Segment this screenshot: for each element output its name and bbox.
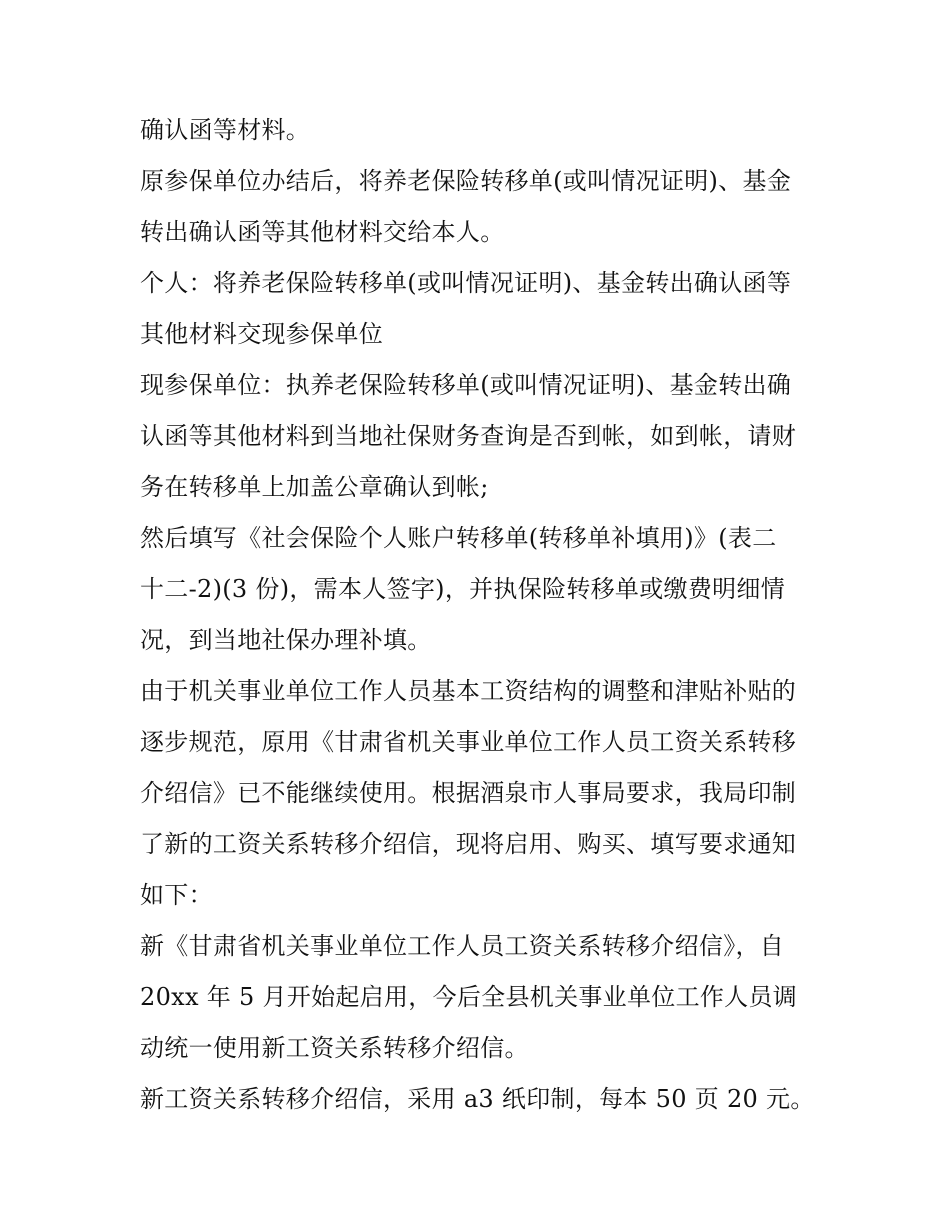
- text-line: 转出确认函等其他材料交给本人。: [140, 218, 505, 246]
- text-line: 况，到当地社保办理补填。: [140, 626, 432, 654]
- text-line: 原参保单位办结后，将养老保险转移单(或叫情况证明)、基金: [140, 167, 792, 195]
- text-line: 现参保单位：执养老保险转移单(或叫情况证明)、基金转出确: [140, 371, 792, 399]
- text-line: 如下：: [140, 881, 213, 909]
- text-line: 其他材料交现参保单位: [140, 320, 383, 348]
- text-line: 十二-2)(3 份)，需本人签字)，并执保险转移单或缴费明细情: [140, 575, 786, 603]
- document-body: [140, 105, 820, 1125]
- text-line: 务在转移单上加盖公章确认到帐;: [140, 473, 489, 501]
- text-line: 介绍信》已不能继续使用。根据酒泉市人事局要求，我局印制: [140, 779, 797, 807]
- text-line: 由于机关事业单位工作人员基本工资结构的调整和津贴补贴的: [140, 677, 797, 705]
- text-line: 动统一使用新工资关系转移介绍信。: [140, 1034, 529, 1062]
- text-line: 个人：将养老保险转移单(或叫情况证明)、基金转出确认函等: [140, 269, 792, 297]
- text-line: 新《甘肃省机关事业单位工作人员工资关系转移介绍信》，自: [140, 932, 785, 960]
- text-line: 认函等其他材料到当地社保财务查询是否到帐，如到帐，请财: [140, 422, 797, 450]
- text-line: 新工资关系转移介绍信，采用 a3 纸印制，每本 50 页 20 元。: [140, 1085, 815, 1113]
- text-line: 然后填写《社会保险个人账户转移单(转移单补填用)》(表二: [140, 524, 777, 552]
- text-line: 20xx 年 5 月开始起启用，今后全县机关事业单位工作人员调: [140, 983, 798, 1011]
- text-line: 逐步规范，原用《甘肃省机关事业单位工作人员工资关系转移: [140, 728, 797, 756]
- text-line: 了新的工资关系转移介绍信，现将启用、购买、填写要求通知: [140, 830, 797, 858]
- text-line: 确认函等材料。: [140, 116, 311, 144]
